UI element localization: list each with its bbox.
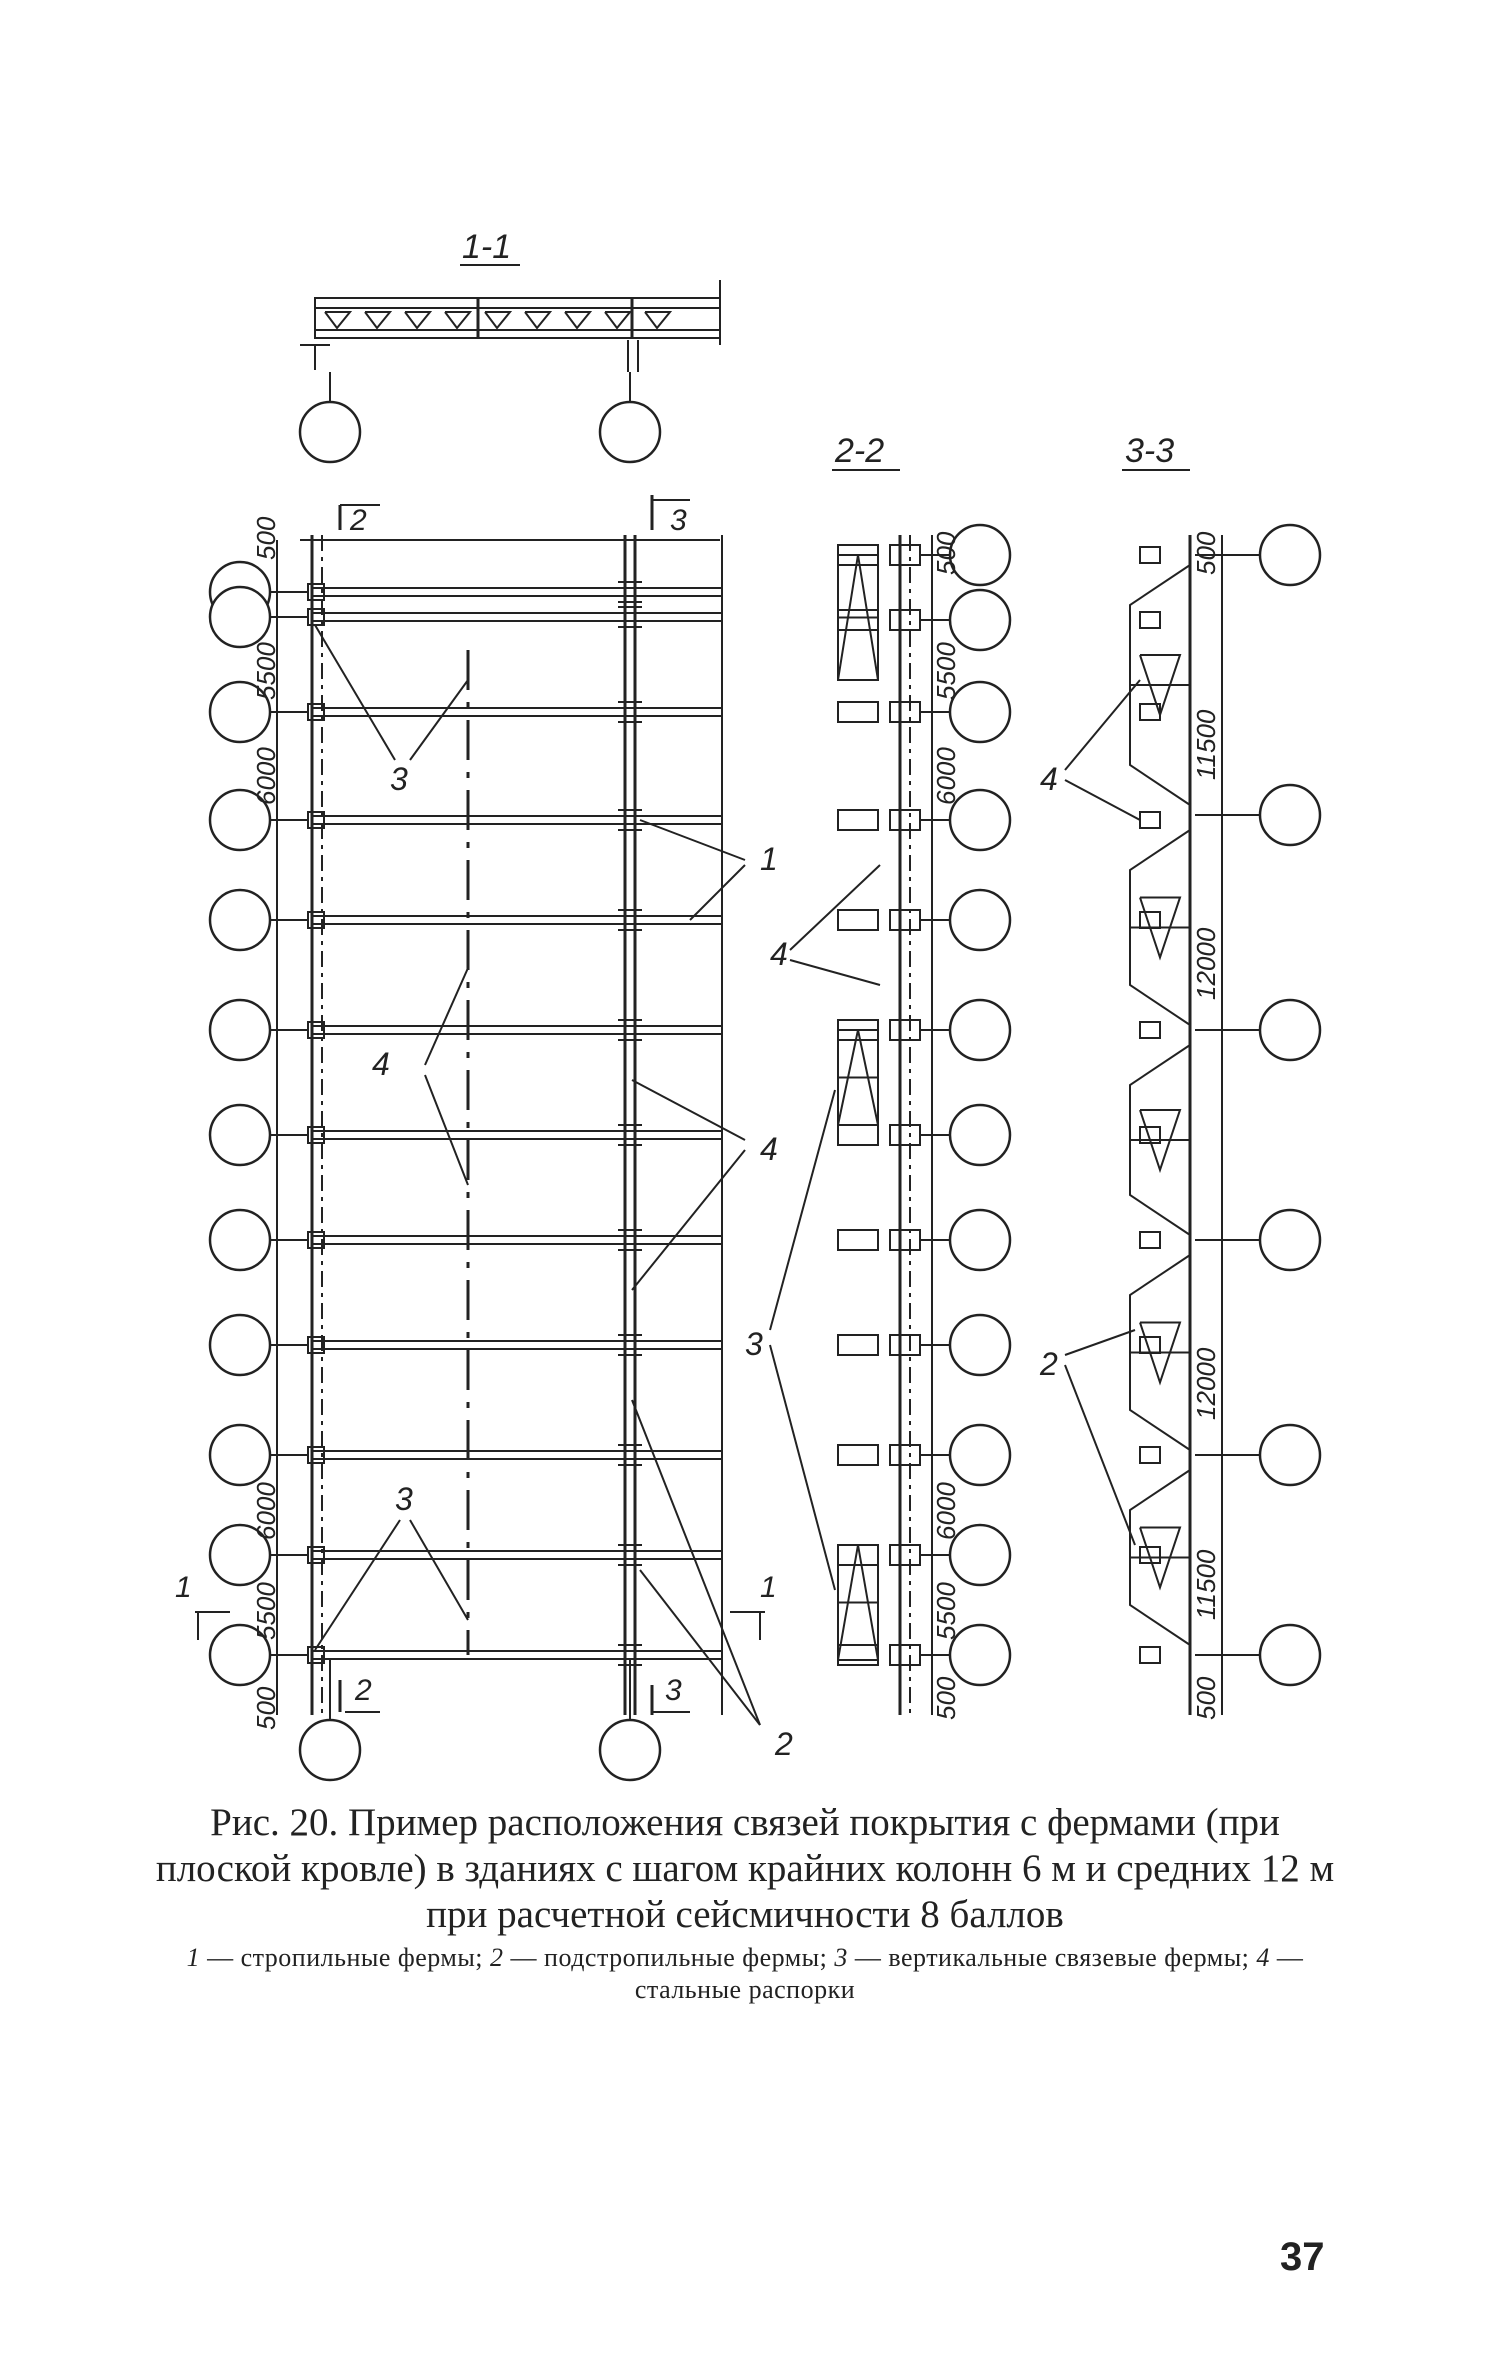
legend-text-4: — стальные распорки [634, 1943, 1304, 2004]
plan-callout-4-left: 4 [372, 1046, 390, 1082]
rafter-end-block [1140, 1232, 1160, 1248]
sec33-dim-11500-bottom: 11500 [1191, 1549, 1221, 1620]
section-3-3 [1039, 432, 1320, 1720]
cut-label-2-top: 2 [350, 504, 367, 537]
leader-line [425, 968, 468, 1065]
truss-end-block [890, 610, 920, 630]
truss-end-block [838, 1335, 878, 1355]
truss-end-block [890, 1445, 920, 1465]
sec33-dim-12000-a: 12000 [1191, 927, 1221, 1000]
legend-text-1: — стропильные фермы; [200, 1943, 491, 1972]
leader-line [770, 1090, 835, 1330]
plan-dim-500-top: 500 [251, 516, 281, 560]
sec22-callout-4: 4 [770, 936, 788, 972]
column-circle-3-3-4 [1260, 1210, 1320, 1270]
truss-web-triangle [565, 312, 590, 328]
truss-end-block [890, 1020, 920, 1040]
plan-view [175, 495, 793, 1780]
column-circle-3-3-2 [1260, 785, 1320, 845]
sec22-dim-500-bottom: 500 [931, 1676, 961, 1720]
truss-end-block [838, 1230, 878, 1250]
figure-caption: Рис. 20. Пример расположения связей покрытия с фермами (при плоской кровле) в зданиях с шагом крайних колонн 6 м и средних 12 м при расчетной сейсмичности 8 баллов [155, 1801, 1335, 1936]
truss-end-block [890, 810, 920, 830]
column-circle-plan-8 [210, 1210, 270, 1270]
leader-line [1065, 780, 1140, 820]
plan-dim-5500-bottom: 5500 [251, 1582, 281, 1640]
column-circle-2-2-5 [950, 890, 1010, 950]
rafter-end-block [1140, 1647, 1160, 1663]
truss-end-block [838, 810, 878, 830]
section-2-2 [745, 432, 1010, 1720]
truss-end-block [890, 910, 920, 930]
rafter-end-block [1140, 1022, 1160, 1038]
sec22-dim-6000-top: 6000 [931, 747, 961, 805]
truss-end-block [890, 702, 920, 722]
leader-line [410, 680, 468, 760]
rafter-end-block [1140, 547, 1160, 563]
leader-line [410, 1520, 468, 1620]
legend-num-4: 4 [1256, 1943, 1270, 1972]
truss-web-triangle [365, 312, 390, 328]
plan-dim-500-bottom: 500 [251, 1686, 281, 1730]
truss-web-triangle [405, 312, 430, 328]
column-circle-2-2-2 [950, 590, 1010, 650]
sec33-dim-500-top: 500 [1191, 531, 1221, 575]
leader-line [640, 820, 745, 860]
truss-web-triangle [525, 312, 550, 328]
leader-line [770, 1345, 835, 1590]
truss-end-block [838, 1645, 878, 1665]
leader-line [790, 960, 880, 985]
column-circle-2-2-6 [950, 1000, 1010, 1060]
sec22-dim-500-top: 500 [931, 531, 961, 575]
sec22-dim-6000-bottom: 6000 [931, 1482, 961, 1540]
column-circle-plan-5 [210, 890, 270, 950]
plan-callout-4-right: 4 [760, 1131, 778, 1167]
legend-num-3: 3 [834, 1943, 848, 1972]
column-circle-plan-6 [210, 1000, 270, 1060]
column-circle-3-3-3 [1260, 1000, 1320, 1060]
truss-end-block [890, 545, 920, 565]
leader-line [1065, 1365, 1135, 1545]
rafter-end-block [1140, 812, 1160, 828]
truss-chord-box [315, 298, 720, 338]
rafter-end-block [1140, 612, 1160, 628]
leader-line [790, 865, 880, 950]
plan-dim-6000-bottom: 6000 [251, 1482, 281, 1540]
figure-legend [150, 1942, 1340, 2006]
truss-end-block [890, 1545, 920, 1565]
truss-web-triangle [445, 312, 470, 328]
plan-callout-3-bottom: 3 [395, 1481, 413, 1517]
cut-label-1-left: 1 [175, 1571, 192, 1604]
section-1-1 [300, 228, 720, 462]
sec33-dim-12000-b: 12000 [1191, 1347, 1221, 1420]
plan-callout-1: 1 [760, 841, 778, 877]
column-circle-3-3-5 [1260, 1425, 1320, 1485]
truss-web-triangle [325, 312, 350, 328]
column-circle-2-2-9 [950, 1315, 1010, 1375]
sec33-dim-500-bottom: 500 [1191, 1676, 1221, 1720]
column-circle-plan-2 [210, 587, 270, 647]
sec33-dim-11500-top: 11500 [1191, 709, 1221, 780]
legend-text-3: — вертикальные связевые фермы; [847, 1943, 1257, 1972]
sec33-callout-2: 2 [1040, 1346, 1058, 1382]
truss-end-block [890, 1335, 920, 1355]
plan-callout-2: 2 [775, 1726, 793, 1762]
truss-end-block [838, 1445, 878, 1465]
column-circle-plan-7 [210, 1105, 270, 1165]
leader-line [1065, 680, 1140, 770]
column-circle-1-1-right [600, 402, 660, 462]
cut-label-2-bottom: 2 [355, 1674, 372, 1707]
column-circle-plan-bottom-left [300, 1720, 360, 1780]
column-circle-plan-10 [210, 1425, 270, 1485]
section-title-2-2: 2-2 [835, 432, 885, 470]
section-title-3-3: 3-3 [1125, 432, 1175, 470]
column-circle-2-2-10 [950, 1425, 1010, 1485]
leader-line [632, 1400, 760, 1725]
legend-text-2: — подстропильные фермы; [503, 1943, 835, 1972]
plan-dim-5500-top: 5500 [251, 642, 281, 700]
legend-num-2: 2 [490, 1943, 504, 1972]
page-number: 37 [1280, 2235, 1325, 2279]
leader-line [640, 1570, 760, 1725]
cut-label-1-right: 1 [760, 1571, 777, 1604]
leader-line [1065, 1330, 1135, 1355]
column-circle-3-3-6 [1260, 1625, 1320, 1685]
truss-end-block [890, 1125, 920, 1145]
column-circle-plan-bottom-right [600, 1720, 660, 1780]
truss-web-triangle [605, 312, 630, 328]
cut-label-3-top: 3 [670, 504, 687, 537]
column-circle-2-2-8 [950, 1210, 1010, 1270]
leader-line [632, 1150, 745, 1290]
truss-end-block [838, 610, 878, 630]
sec22-dim-5500-bottom: 5500 [931, 1582, 961, 1640]
legend-num-1: 1 [186, 1943, 201, 1972]
cut-label-3-bottom: 3 [665, 1674, 682, 1707]
leader-line [315, 1520, 400, 1650]
truss-web-triangle [485, 312, 510, 328]
section-title-1-1: 1-1 [462, 228, 512, 266]
column-circle-3-3-1 [1260, 525, 1320, 585]
truss-end-block [890, 1645, 920, 1665]
column-circle-2-2-7 [950, 1105, 1010, 1165]
sec33-callout-4: 4 [1040, 761, 1058, 797]
truss-end-block [838, 910, 878, 930]
sec22-dim-5500-top: 5500 [931, 642, 961, 700]
leader-line [690, 865, 745, 920]
plan-dim-6000-top: 6000 [251, 747, 281, 805]
truss-end-block [890, 1230, 920, 1250]
truss-web-triangle [645, 312, 670, 328]
rafter-end-block [1140, 1447, 1160, 1463]
leader-line [315, 625, 395, 760]
column-circle-plan-9 [210, 1315, 270, 1375]
sec22-callout-3: 3 [745, 1326, 763, 1362]
truss-end-block [838, 1125, 878, 1145]
truss-end-block [838, 702, 878, 722]
plan-callout-3-top: 3 [390, 761, 408, 797]
column-circle-1-1-left [300, 402, 360, 462]
